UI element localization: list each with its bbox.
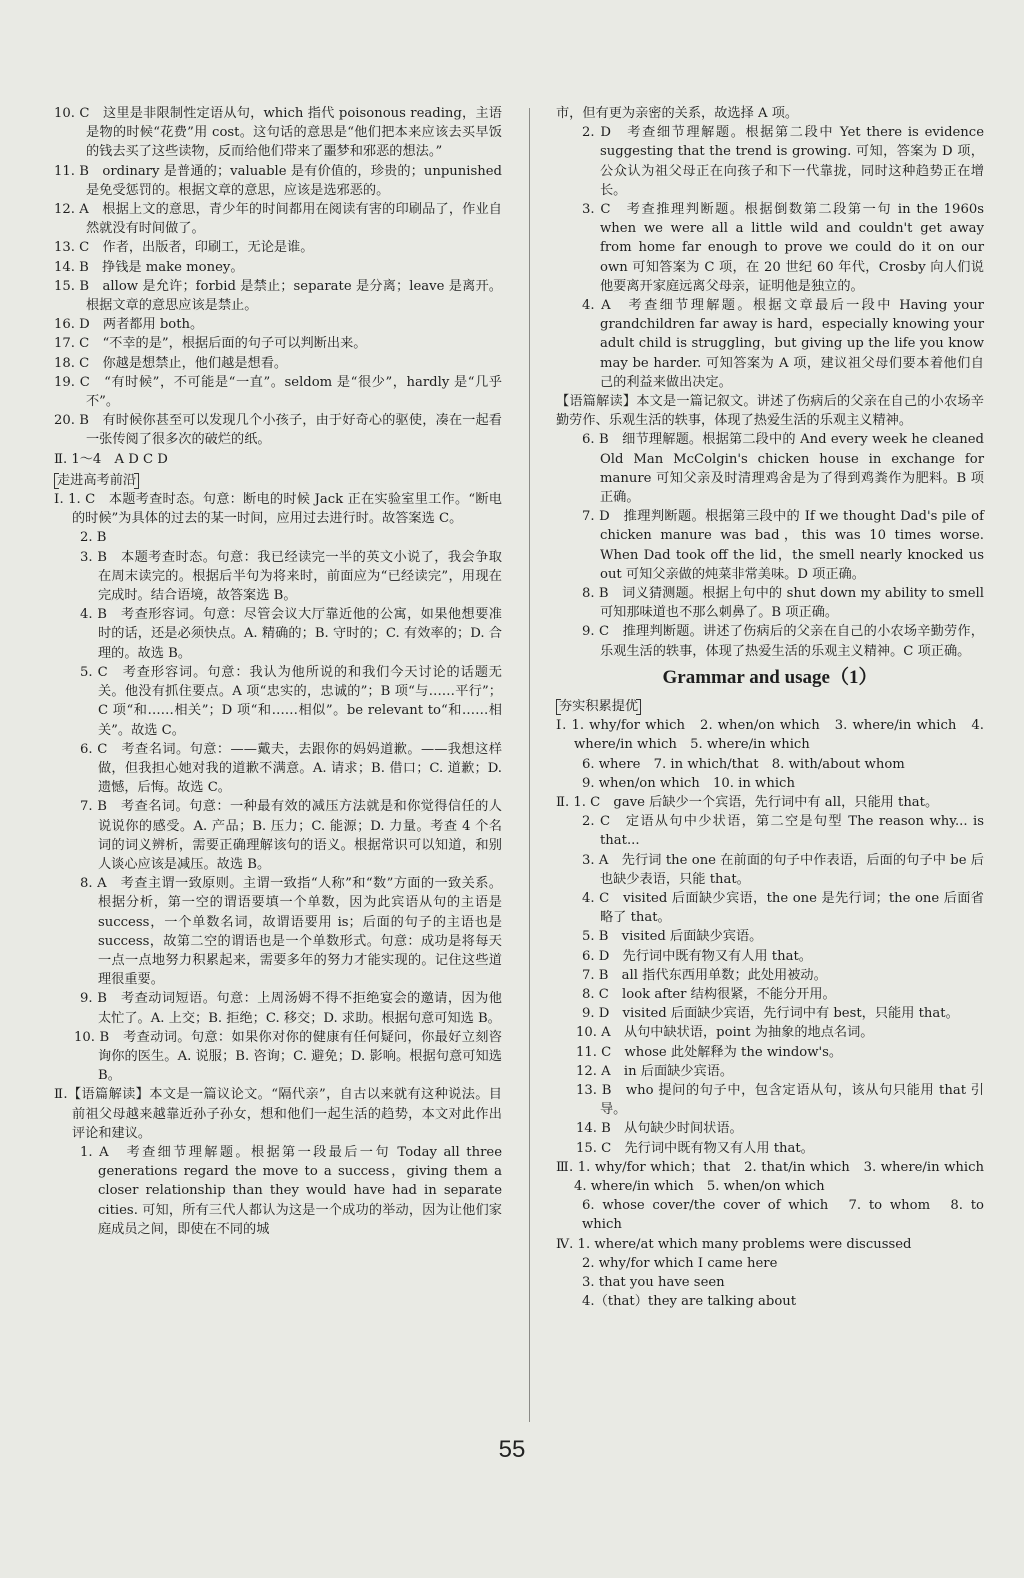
answer-item: 【语篇解读】本文是一篇记叙文。讲述了伤病后的父亲在自己的小农场辛勤劳作、乐观生活的轶事，体现了热爱生活的乐观主义精神。	[556, 394, 984, 429]
section-label-row	[556, 695, 984, 716]
answer-item: 20. B 有时候你甚至可以发现几个小孩子，由于好奇心的驱使，凑在一起看一张传阅了很多次的破烂的纸。	[54, 413, 502, 448]
right-column	[556, 104, 998, 1311]
answer-item: 6. B 细节理解题。根据第二段中的 And every week he cleaned Old Man McColgin's chicken house in exchange for manure 可知父亲及时清理鸡舍是为了得到鸡粪作为肥料。B 项正确。	[582, 432, 984, 506]
answer-item: 3. A 先行词 the one 在前面的句子中作表语，后面的句子中 be 后也缺少表语，只能 that。	[582, 852, 984, 887]
answer-item: 4. A 考查细节理解题。根据文章最后一段中 Having your grandchildren far away is hard，especially knowing your adult child is struggling，but giving up the life you know may be harder. 可知答案为 A 项，建议祖父母们要本着他们自己的利益来做出决定。	[582, 298, 984, 390]
answer-item: 9. B 考查动词短语。句意：上周汤姆不得不拒绝宴会的邀请，因为他太忙了。A. 上交；B. 拒绝；C. 移交；D. 求助。根据句意可知选 B。	[80, 991, 502, 1026]
answer-item: 12. A 根据上文的意思，青少年的时间都用在阅读有害的印刷品了，作业自然就没有时间做了。	[54, 202, 502, 237]
answer-item: 15. B allow 是允许；forbid 是禁止；separate 是分离；leave 是离开。根据文章的意思应该是禁止。	[54, 278, 502, 314]
section-label: 夯实积累提优	[556, 697, 641, 716]
answer-item: 12. A in 后面缺少宾语。	[576, 1063, 734, 1079]
answer-item: 11. C whose 此处解释为 the window's。	[576, 1044, 843, 1060]
answer-item: Ⅱ.【语篇解读】本文是一篇议论文。“隔代亲”，自古以来就有这种说法。目前祖父母越来越靠近孙子孙女，想和他们一起生活的趋势，本文对此作出评论和建议。	[54, 1087, 502, 1141]
left-column	[54, 104, 502, 1239]
answer-item: 9. when/on which 10. in which	[582, 775, 795, 791]
answer-item: 11. B ordinary 是普通的；valuable 是有价值的，珍贵的；unpunished 是免受惩罚的。根据文章的意思，应该是选邪恶的。	[54, 163, 502, 198]
answer-item: Ⅱ. 1. C gave 后缺少一个宾语，先行词中有 all，只能用 that。	[556, 794, 939, 810]
answer-item: 5. C 考查形容词。句意：我认为他所说的和我们今天讨论的话题无关。他没有抓住要点。A 项“忠实的，忠诚的”；B 项“与……平行”；C 项“和……相关”；D 项“和……相似”。be relevant to“和……相关”。故选 C。	[80, 664, 502, 738]
answer-item: 3. B 本题考查时态。句意：我已经读完一半的英文小说了，我会争取在周末读完的。根据后半句为将来时，前面应为“已经读完”，用现在完成时。结合语境，故答案选 B。	[80, 549, 502, 604]
answer-item: 14. B 挣钱是 make money。	[54, 259, 244, 275]
answer-item: 13. B who 提问的句子中，包含定语从句，该从句只能用 that 引导。	[576, 1082, 984, 1118]
answer-item: 市，但有更为亲密的关系，故选择 A 项。	[556, 106, 799, 121]
page-number: 55	[498, 1436, 526, 1463]
answer-item: 9. C 推理判断题。讲述了伤病后的父亲在自己的小农场辛勤劳作，乐观生活的轶事，体现了热爱生活的乐观主义精神。C 项正确。	[582, 624, 984, 659]
answer-item: 7. D 推理判断题。根据第三段中的 If we thought Dad's pile of chicken manure was bad，this was 10 times worse. When Dad took off the lid，the smell nearly knocked us out 可知父亲做的炖菜非常美味。D 项正确。	[582, 509, 984, 582]
answer-item: Ⅲ. 1. why/for which；that 2. that/in which 3. where/in which 4. where/in which 5. when/on which	[556, 1159, 998, 1194]
answer-item: 19. C “有时候”，不可能是“一直”。seldom 是“很少”，hardly 是“几乎不”。	[54, 374, 502, 410]
answer-item: 5. B visited 后面缺少宾语。	[582, 929, 763, 945]
answer-item: 4. B 考查形容词。句意：尽管会议大厅靠近他的公寓，如果他想要准时的话，还是必须快点。A. 精确的；B. 守时的；C. 有效率的；D. 合理的。故选 B。	[80, 607, 502, 661]
answer-item: 2. B	[80, 530, 107, 546]
column-divider	[529, 108, 530, 1422]
answer-item: 10. B 考查动词。句意：如果你对你的健康有任何疑问，你最好立刻咨询你的医生。A. 说服；B. 咨询；C. 避免；D. 影响。根据句意可知选 B。	[74, 1029, 502, 1084]
answer-item: Ⅰ. 1. why/for which 2. when/on which 3. where/in which 4. where/in which 5. where/in which	[556, 718, 984, 753]
answer-item: 7. B 考查名词。句意：一种最有效的减压方法就是和你觉得信任的人说说你的感受。A. 产品；B. 压力；C. 能源；D. 力量。考查 4 个名词的词义辨析，需要正确理解该句的语义。根据常识可以知道，和别人谈心应该是减压。故选 B。	[80, 799, 502, 872]
answer-item: Ⅳ. 1. where/at which many problems were discussed	[556, 1236, 912, 1252]
answer-item: 2. why/for which I came here	[582, 1255, 778, 1271]
answer-item: 3. C 考查推理判断题。根据倒数第二段第一句 in the 1960s when we were all a little wild and couldn't get away from home far enough to prove we could do it on our own 可知答案为 C 项，在 20 世纪 60 年代，Crosby 向人们说他要离开家庭远离父母亲，证明他是独立的。	[582, 202, 984, 294]
answer-item: 1. A 考查细节理解题。根据第一段最后一句 Today all three generations regard the move to a success，giving them a closer relationship than they would have had in separate cities. 可知，所有三代人都认为这是一个成功的举动，因为让他们家庭成员之间，即使在不同的城	[80, 1144, 502, 1237]
answer-item: Ⅰ. 1. C 本题考查时态。句意：断电的时候 Jack 正在实验室里工作。“断电的时候”为具体的过去的某一时间，应用过去进行时。故答案选 C。	[54, 492, 502, 527]
answer-item: 15. C 先行词中既有物又有人用 that。	[576, 1140, 814, 1156]
answer-item: 9. D visited 后面缺少宾语，先行词中有 best，只能用 that。	[582, 1006, 959, 1022]
answer-item: 8. A 考查主谓一致原则。主谓一致指“人称”和“数”方面的一致关系。根据分析，第一空的谓语要填一个单数，因为此宾语从句的主语是 success，一个单数名词，故谓语要用 is；后面的句子的主语也是 success，故第二空的谓语也是一个单数形式。句意：成功是将每天一点一点地努力积累起来，需要多年的努力才能实现的。记住这些道理很重要。	[80, 876, 502, 988]
answer-item: 14. B 从句缺少时间状语。	[576, 1121, 743, 1137]
answer-item: 8. C look after 结构很紧，不能分开用。	[582, 986, 836, 1002]
answer-item: 13. C 作者，出版者，印刷工，无论是谁。	[54, 240, 314, 256]
answer-item: 16. D 两者都用 both。	[54, 317, 204, 333]
answer-item: 4. C visited 后面缺少宾语，the one 是先行词；the one 后面省略了 that。	[582, 890, 984, 926]
answer-item: 6. whose cover/the cover of which 7. to whom 8. to which	[582, 1198, 984, 1233]
answer-item: 2. C 定语从句中少状语，第二空是句型 The reason why... is that...	[582, 814, 984, 849]
answer-item: 6. D 先行词中既有物又有人用 that。	[582, 948, 812, 964]
answer-item: 10. C 这里是非限制性定语从句，which 指代 poisonous reading，主语是物的时候“花费”用 cost。这句话的意思是“他们把本来应该去买早饭的钱去买了这些读物，反而给他们带来了噩梦和邪恶的想法。”	[54, 106, 502, 160]
answer-item: 18. C 你越是想禁止，他们越是想看。	[54, 355, 288, 371]
section-heading: Grammar and usage（1）	[662, 666, 878, 688]
answer-item: 7. B all 指代东西用单数；此处用被动。	[582, 967, 827, 983]
answer-item: 3. that you have seen	[582, 1274, 725, 1290]
answer-item: 6. where 7. in which/that 8. with/about whom	[582, 756, 905, 772]
section-label: 走进高考前沿	[54, 471, 139, 490]
section-label-row	[54, 469, 502, 490]
answer-item: 6. C 考查名词。句意：——戴夫，去跟你的妈妈道歉。——我想这样做，但我担心她对我的道歉不满意。A. 请求；B. 借口；C. 道歉；D. 遗憾，后悔。故选 C。	[80, 741, 502, 796]
answer-item: 8. B 词义猜测题。根据上句中的 shut down my ability to smell 可知那味道也不那么刺鼻了。B 项正确。	[582, 586, 984, 621]
answer-item: Ⅱ. 1～4 A D C D	[54, 451, 168, 467]
answer-item: 10. A 从句中缺状语，point 为抽象的地点名词。	[576, 1025, 874, 1041]
answer-item: 17. C “不幸的是”，根据后面的句子可以判断出来。	[54, 336, 367, 352]
answer-item: 2. D 考查细节理解题。根据第二段中 Yet there is evidence suggesting that the trend is growing. 可知，答案为 D 项，公众认为祖父母正在向孩子和下一代靠拢，同时这种趋势正在增长。	[582, 125, 984, 198]
answer-item: 4.（that）they are talking about	[582, 1294, 797, 1310]
